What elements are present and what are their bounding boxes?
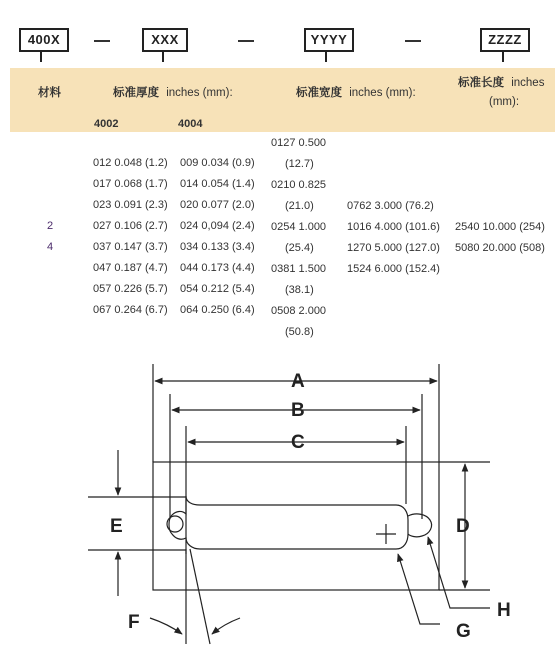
code-tick bbox=[40, 52, 42, 62]
thickness-4004-cell: 044 0.173 (4.4) bbox=[180, 262, 255, 274]
angle-f-arrow bbox=[212, 618, 240, 634]
width-cell: (21.0) bbox=[285, 200, 314, 212]
label-a: A bbox=[291, 371, 305, 392]
header-thickness bbox=[113, 84, 233, 100]
width-cell: 0508 2.000 bbox=[271, 305, 327, 317]
code-box-width: YYYY bbox=[304, 28, 354, 52]
right-lobe bbox=[408, 514, 432, 537]
leader-h bbox=[428, 537, 490, 608]
thickness-4002-cell: 012 0.048 (1.2) bbox=[93, 157, 168, 169]
slot-outline bbox=[169, 496, 408, 549]
code-tick bbox=[162, 52, 164, 62]
width-cell: (38.1) bbox=[285, 284, 314, 296]
length-cell: 2540 10.000 (254) bbox=[455, 221, 545, 233]
subheader-4002: 4002 bbox=[94, 118, 119, 130]
separator-dash bbox=[94, 40, 110, 42]
separator-dash bbox=[238, 40, 254, 42]
angle-f-arrow bbox=[150, 618, 182, 634]
header-thickness-label: 标准厚度 bbox=[113, 87, 159, 99]
width-cell: 0210 0.825 bbox=[271, 179, 327, 191]
header-thickness-unit: inches (mm): bbox=[166, 87, 233, 99]
header-length-unit-mm: (mm): bbox=[489, 96, 520, 108]
material-value: 4 bbox=[47, 241, 54, 253]
header-width bbox=[296, 84, 416, 100]
separator-dash bbox=[405, 40, 421, 42]
header-width-label: 标准宽度 bbox=[296, 87, 342, 99]
header-width-unit: inches (mm): bbox=[349, 87, 416, 99]
width-cell: 0381 1.500 bbox=[271, 263, 327, 275]
length-column bbox=[455, 217, 545, 259]
code-box-material: 400X bbox=[19, 28, 69, 52]
angle-line bbox=[190, 549, 210, 644]
thickness-4002-cell: 037 0.147 (3.7) bbox=[93, 241, 168, 253]
width-cell: 0127 0.500 bbox=[271, 137, 327, 149]
label-c: C bbox=[291, 432, 305, 453]
header-length-unit: inches bbox=[511, 77, 545, 89]
width-cell: 0254 1.000 bbox=[271, 221, 327, 233]
code-box-thickness: XXX bbox=[142, 28, 188, 52]
code-tick bbox=[325, 52, 327, 62]
thickness-4002-cell: 067 0.264 (6.7) bbox=[93, 304, 168, 316]
header-material: 材料 bbox=[38, 87, 61, 99]
leader-g bbox=[398, 554, 440, 624]
header-length bbox=[458, 74, 544, 90]
width-cell: 1270 5.000 (127.0) bbox=[347, 242, 440, 254]
label-f: F bbox=[128, 612, 140, 633]
subheader-4004: 4004 bbox=[178, 118, 203, 130]
label-e: E bbox=[110, 516, 123, 537]
thickness-4004-cell: 020 0.077 (2.0) bbox=[180, 199, 255, 211]
width-column-2 bbox=[347, 196, 440, 280]
thickness-4004-cell: 009 0.034 (0.9) bbox=[180, 157, 255, 169]
thickness-4004-cell: 054 0.212 (5.4) bbox=[180, 283, 255, 295]
width-cell: 0762 3.000 (76.2) bbox=[347, 200, 434, 212]
material-column bbox=[47, 216, 53, 258]
thickness-4002-cell: 023 0.091 (2.3) bbox=[93, 199, 168, 211]
strip-outline bbox=[153, 462, 439, 590]
length-cell: 5080 20.000 (508) bbox=[455, 242, 545, 254]
thickness-4004-cell: 024 0,094 (2.4) bbox=[180, 220, 255, 232]
header-length-label: 标准长度 bbox=[458, 77, 504, 89]
material-value: 2 bbox=[47, 220, 54, 232]
width-cell: 1016 4.000 (101.6) bbox=[347, 221, 440, 233]
thickness-4002-cell: 027 0.106 (2.7) bbox=[93, 220, 168, 232]
header-length-unit-2 bbox=[489, 96, 519, 108]
code-tick bbox=[502, 52, 504, 62]
thickness-4002-cell: 017 0.068 (1.7) bbox=[93, 178, 168, 190]
width-cell: (25.4) bbox=[285, 242, 314, 254]
thickness-4004-cell: 014 0.054 (1.4) bbox=[180, 178, 255, 190]
thickness-4002-column bbox=[93, 153, 168, 321]
label-d: D bbox=[456, 516, 470, 537]
width-cell: 1524 6.000 (152.4) bbox=[347, 263, 440, 275]
label-b: B bbox=[291, 400, 305, 421]
width-cell: (12.7) bbox=[285, 158, 314, 170]
thickness-4002-cell: 057 0.226 (5.7) bbox=[93, 283, 168, 295]
width-column-1 bbox=[271, 133, 326, 343]
label-g: G bbox=[456, 621, 471, 642]
code-box-length: ZZZZ bbox=[480, 28, 530, 52]
dimension-drawing bbox=[0, 354, 560, 654]
width-cell: (50.8) bbox=[285, 326, 314, 338]
thickness-4002-cell: 047 0.187 (4.7) bbox=[93, 262, 168, 274]
thickness-4004-column bbox=[180, 153, 255, 321]
thickness-4004-cell: 064 0.250 (6.4) bbox=[180, 304, 255, 316]
label-h: H bbox=[497, 600, 511, 621]
thickness-4004-cell: 034 0.133 (3.4) bbox=[180, 241, 255, 253]
